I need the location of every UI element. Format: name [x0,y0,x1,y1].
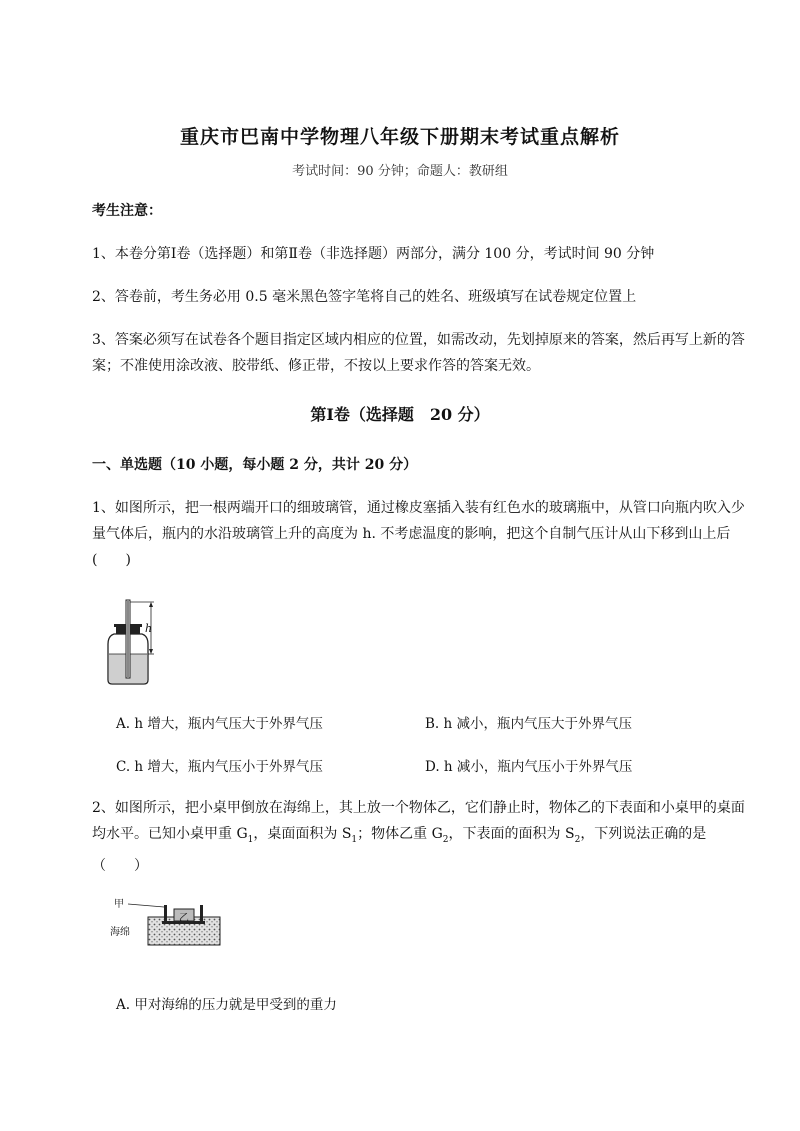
part-title: 一、单选题（10 小题，每小题 2 分，共计 20 分） [92,457,418,473]
page-title: 重庆市巴南中学物理八年级下册期末考试重点解析 [179,126,620,148]
question-1-stem: 1、如图所示，把一根两端开口的细玻璃管，通过橡皮塞插入装有红色水的玻璃瓶中，从管口向瓶内吹入少量气体后，瓶内的水沿玻璃管上升的高度为 h. 不考虑温度的影响，把这个自制气压计从山下移到山上后( ) [92,500,745,568]
label-yi: 乙 [179,913,189,924]
notice-item-2: 2、答卷前，考生务必用 0.5 毫米黑色签字笔将自己的姓名、班级填写在试卷规定位置上 [92,289,637,305]
notice-item-1: 1、本卷分第Ⅰ卷（选择题）和第Ⅱ卷（非选择题）两部分，满分 100 分，考试时间 90 分钟 [92,246,655,262]
option-d[interactable]: D. h 减小，瓶内气压小于外界气压 [425,759,633,775]
option-c[interactable]: C. h 增大，瓶内气压小于外界气压 [116,759,323,775]
height-label: h [145,622,153,635]
question-2-stem: 2、如图所示，把小桌甲倒放在海绵上，其上放一个物体乙，它们静止时，物体乙的下表面和小桌甲的桌面均水平。已知小桌甲重 $G_1$，桌面面积为 $S_1$；物体乙重 $G_2$，下表面的面积为 $S_2$，下列说法正确的是 （ ） [92,800,745,874]
section-title: 第Ⅰ卷（选择题 20 分） [310,405,490,424]
label-jia: 甲 [114,899,124,910]
exam-info: 考试时间：90 分钟；命题人：教研组 [292,164,508,179]
notice-item-3: 3、答案必须写在试卷各个题目指定区域内相应的位置，如需改动，先划掉原来的答案，然后再写上新的答案；不准使用涂改液、胶带纸、修正带，不按以上要求作答的答案无效。 [92,332,745,374]
option-b[interactable]: B. h 减小，瓶内气压大于外界气压 [425,716,632,732]
option-a[interactable]: A. h 增大，瓶内气压大于外界气压 [116,716,323,732]
barometer-figure [102,596,172,688]
label-sponge: 海绵 [110,927,130,938]
table-sponge-figure [108,893,228,949]
q2-option-a[interactable]: A. 甲对海绵的压力就是甲受到的重力 [116,997,337,1013]
notice-heading: 考生注意： [92,203,162,219]
